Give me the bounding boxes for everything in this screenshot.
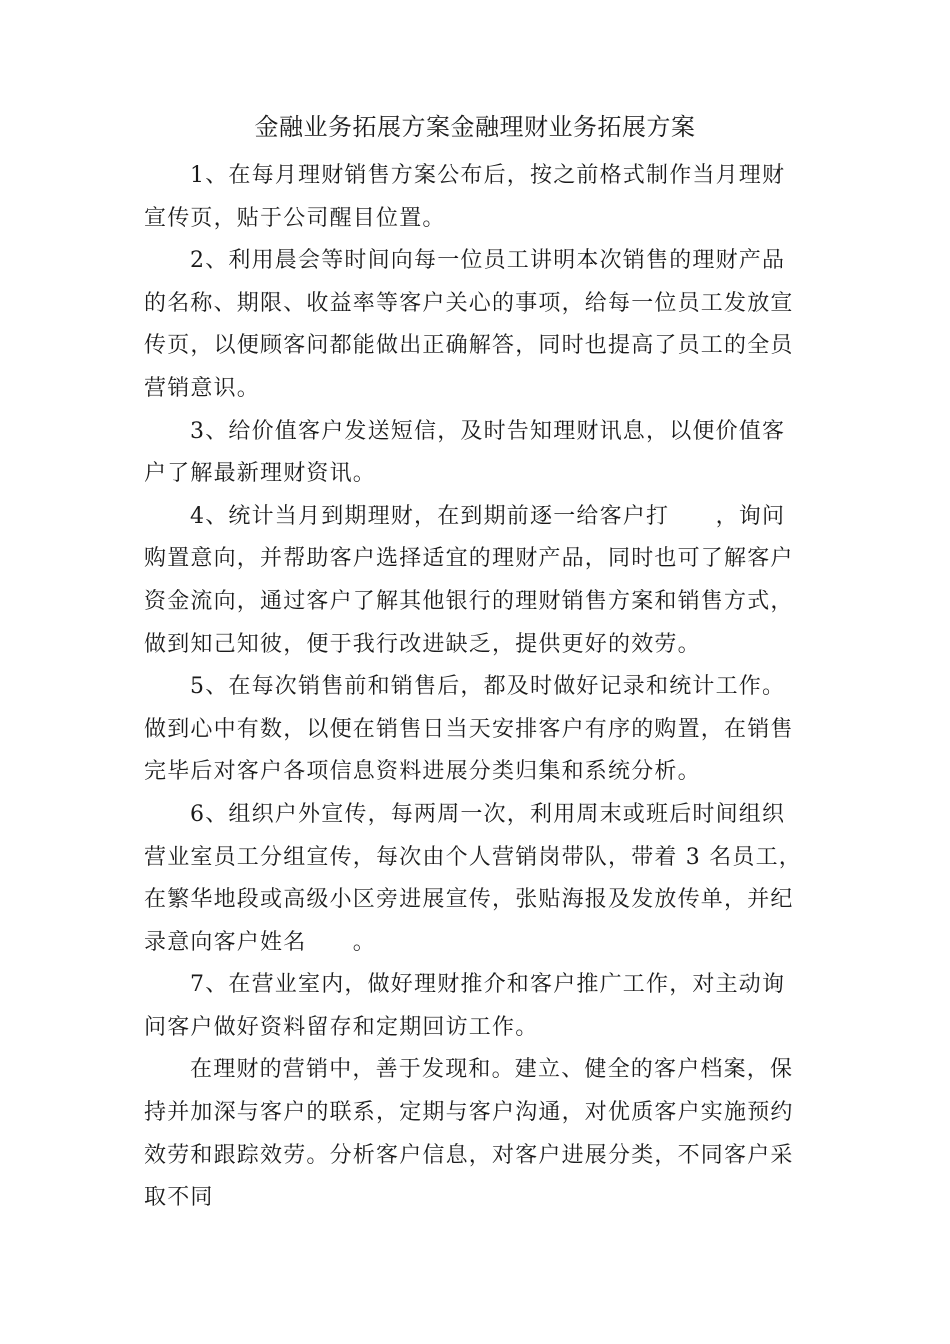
paragraph-6: 6、组织户外宣传，每两周一次，利用周末或班后时间组织营业室员工分组宣传，每次由个人营销岗带队，带着 3 名员工，在繁华地段或高级小区旁进展宣传，张贴海报及发放传单，并纪录意向客户姓名 。	[144, 801, 802, 955]
paragraph-8: 在理财的营销中，善于发现和。建立、健全的客户档案，保持并加深与客户的联系，定期与客户沟通，对优质客户实施预约效劳和跟踪效劳。分析客户信息，对客户进展分类，不同客户采取不同	[144, 1057, 794, 1211]
document-body	[144, 155, 808, 1220]
paragraph-2: 2、利用晨会等时间向每一位员工讲明本次销售的理财产品的名称、期限、收益率等客户关心的事项，给每一位员工发放宣传页，以便顾客问都能做出正确解答，同时也提高了员工的全员营销意识。	[144, 248, 794, 401]
paragraph-7: 7、在营业室内，做好理财推介和客户推广工作，对主动询问客户做好资料留存和定期回访工作。	[144, 972, 786, 1040]
paragraph-5: 5、在每次销售前和销售后，都及时做好记录和统计工作。做到心中有数，以便在销售日当天安排客户有序的购置，在销售完毕后对客户各项信息资料进展分类归集和系统分析。	[144, 674, 794, 785]
paragraph-1: 1、在每月理财销售方案公布后，按之前格式制作当月理财宣传页，贴于公司醒目位置。	[144, 163, 786, 231]
paragraph-3: 3、给价值客户发送短信，及时告知理财讯息，以便价值客户了解最新理财资讯。	[144, 418, 786, 487]
document-title: 金融业务拓展方案金融理财业务拓展方案	[254, 113, 696, 141]
paragraph-4: 4、统计当月到期理财，在到期前逐一给客户打 ，询问购置意向，并帮助客户选择适宜的理财产品，同时也可了解客户资金流向，通过客户了解其他银行的理财销售方案和销售方式，做到知己知彼，便于我行改进缺乏，提供更好的效劳。	[144, 503, 794, 657]
